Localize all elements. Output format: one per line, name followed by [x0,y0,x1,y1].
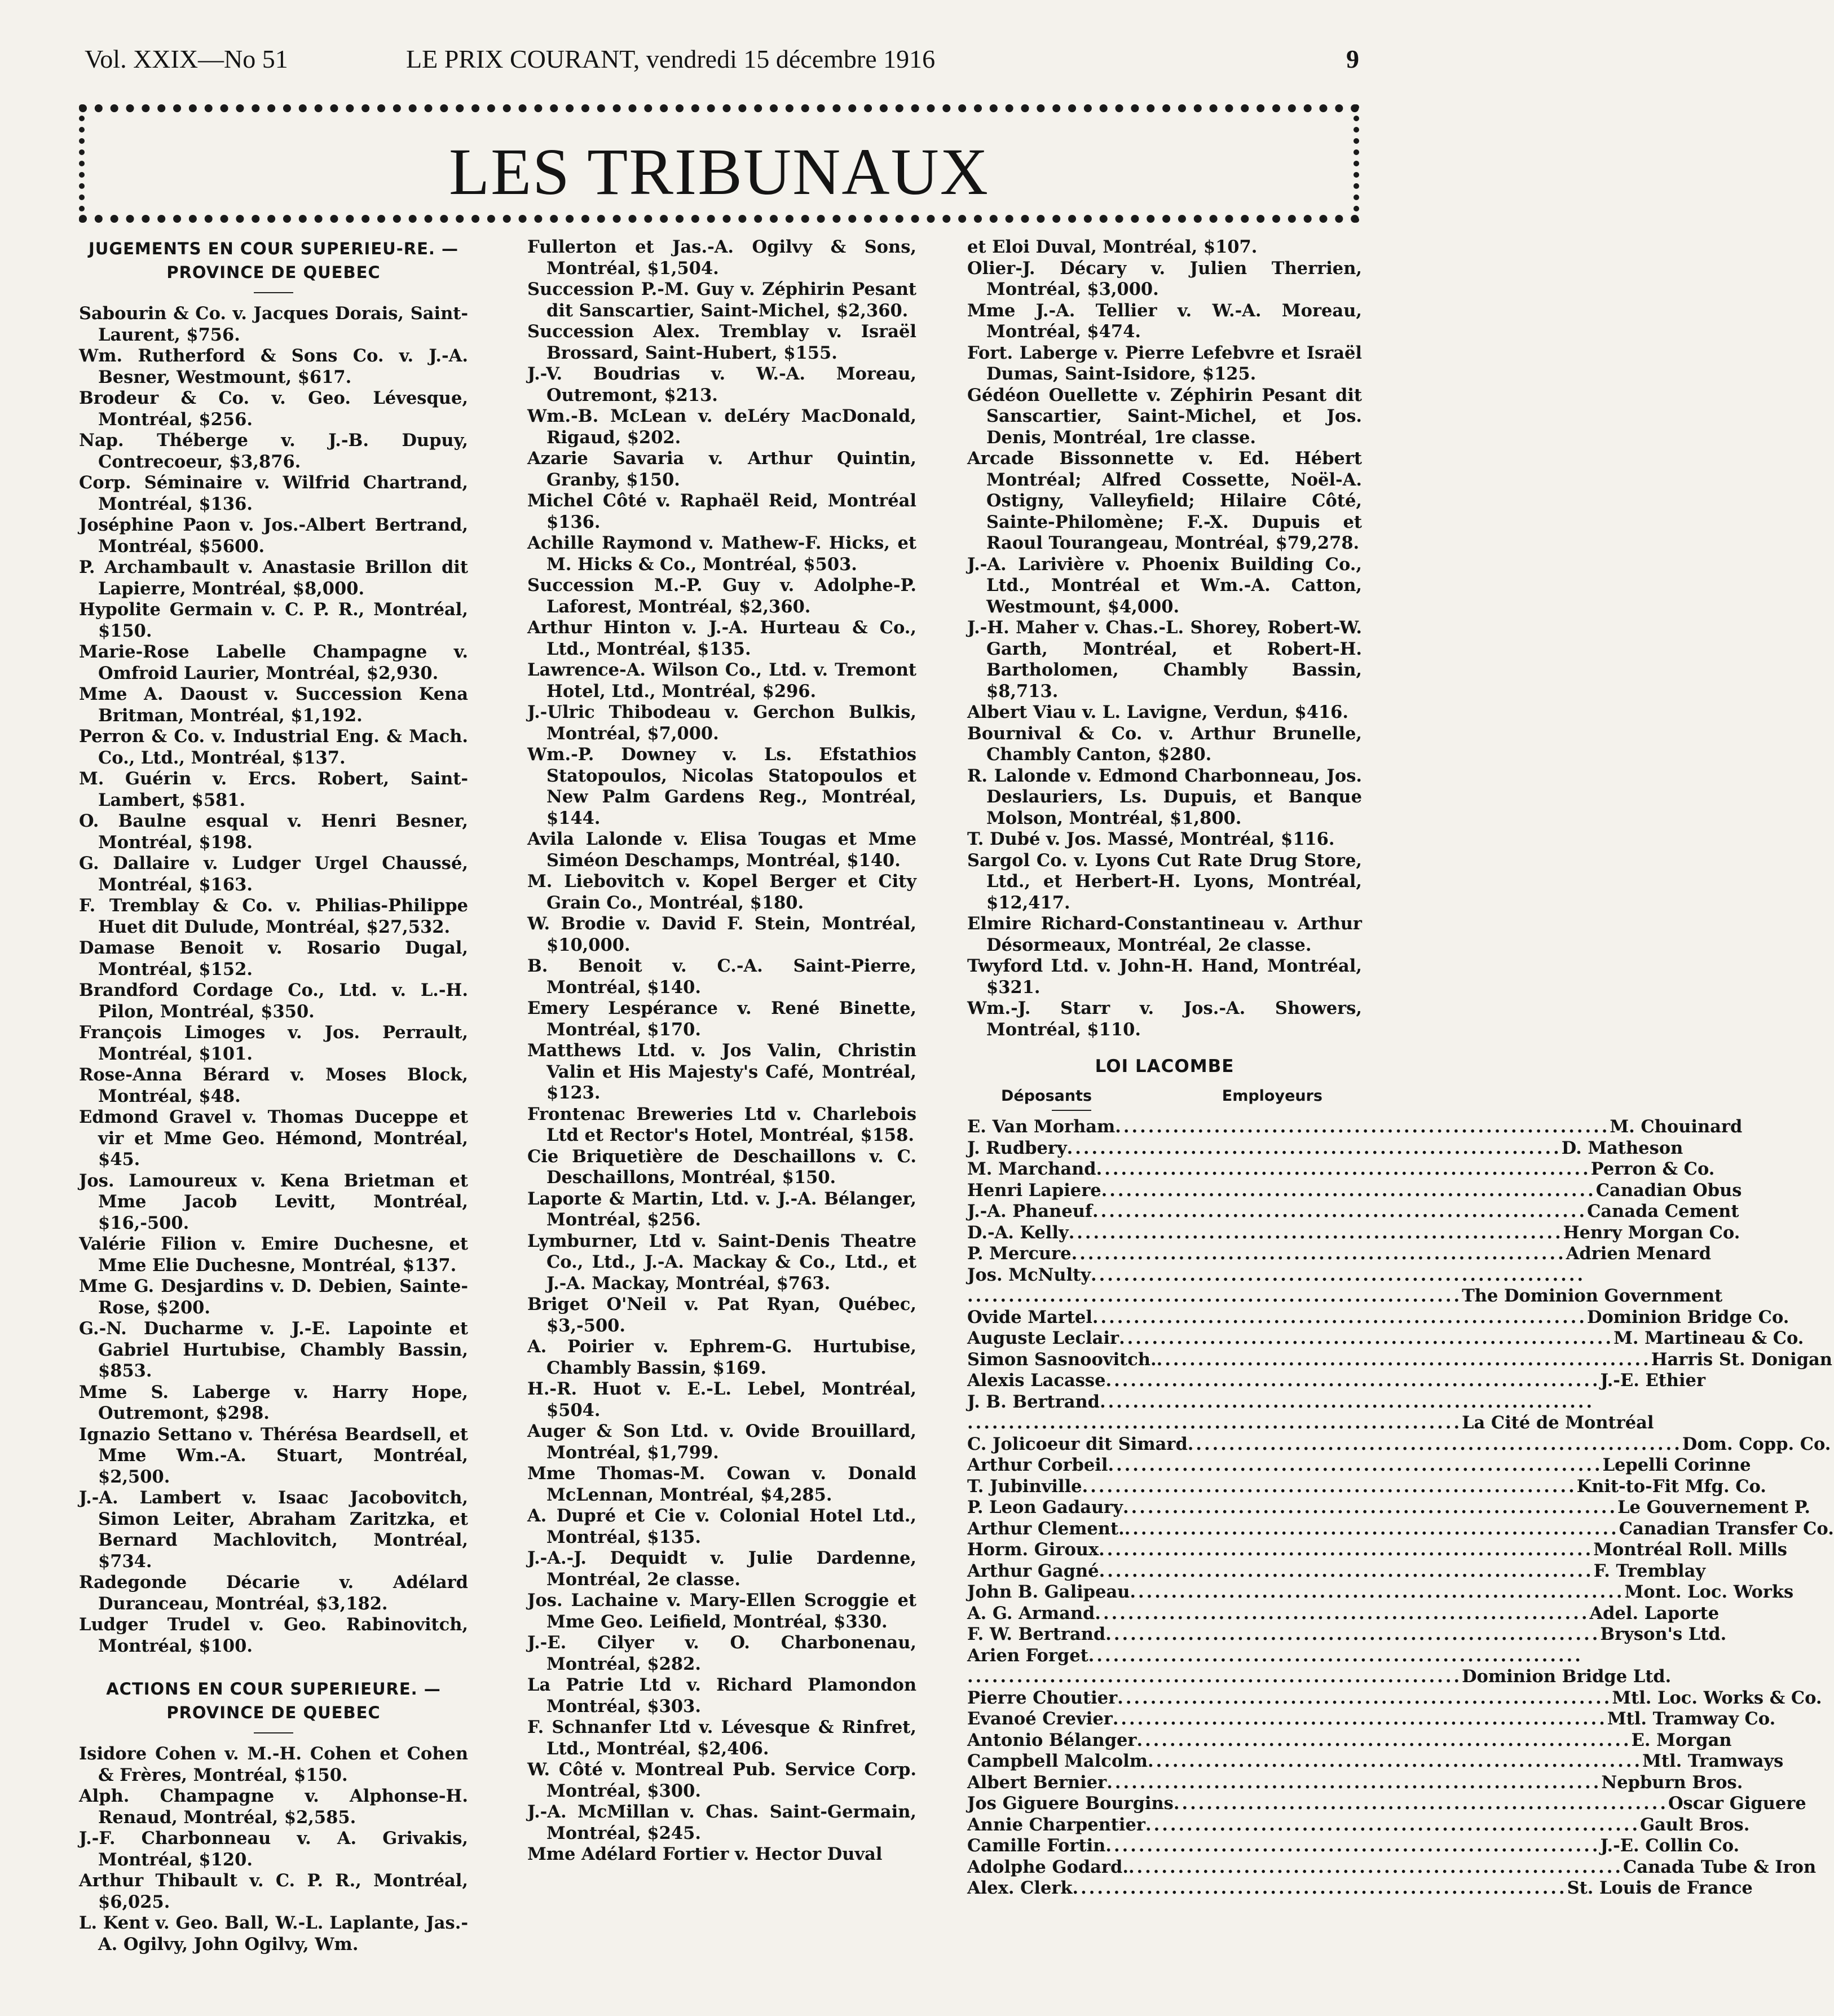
loi-lacombe-row [967,1560,1706,1582]
dot-leader: ............................................................ [1101,1180,1596,1201]
deposant-name: Henri Lapiere [967,1180,1101,1201]
employeur-name: Harris St. Donigan [1651,1349,1832,1370]
loi-lacombe-row [967,1222,1740,1244]
employeur-name: Nepburn Bros. [1601,1772,1743,1793]
dot-leader: ............................................................ [1105,1370,1601,1391]
dot-leader: ............................................................ [1187,1433,1682,1454]
running-head [85,33,1359,83]
court-entry: Emery Lespérance v. René Binette, Montréal, $170. [527,998,916,1040]
loi-lacombe-row [967,1539,1787,1561]
court-entry: Lymburner, Ltd v. Saint-Denis Theatre Co., Ltd., J.-A. Mackay & Co., Ltd., et J.-A. Mackay, Montréal, $763. [527,1230,916,1294]
court-entry: Succession Alex. Tremblay v. Israël Brossard, Saint-Hubert, $155. [527,321,916,363]
dot-leader: ............................................................ [1112,1709,1607,1729]
court-entry: Brodeur & Co. v. Geo. Lévesque, Montréal, $256. [79,388,468,430]
dot-leader: ............................................................ [1066,1137,1562,1158]
dot-leader: ............................................................ [1092,1201,1588,1221]
deposant-name: Simon Sasnoovitch. [967,1349,1157,1370]
court-entry: J.-A. Larivière v. Phoenix Building Co., Ltd., Montréal et Wm.-A. Catton, Westmount, $4,000. [967,554,1362,617]
loi-lacombe-row [967,1730,1732,1752]
loi-lacombe-row [967,1349,1832,1371]
actions-list [79,1744,468,1955]
employeur-name: Perron & Co. [1590,1159,1715,1179]
loi-lacombe-row [967,1582,1794,1603]
court-entry: Bournival & Co. v. Arthur Brunelle, Chambly Canton, $280. [967,723,1362,765]
dot-leader: ............................................................ [1071,1243,1566,1264]
deposant-name: T. Jubinville [967,1476,1082,1497]
deposant-name: Evanoé Crevier [967,1709,1113,1729]
deposant-name: D.-A. Kelly [967,1222,1069,1243]
loi-lacombe-row [967,1137,1683,1159]
court-entry: F. Tremblay & Co. v. Philias-Philippe Huet dit Dulude, Montréal, $27,532. [79,895,468,937]
loi-lacombe-row [967,1201,1739,1223]
dot-leader: ............................................................ [1145,1814,1641,1835]
court-entry: Fort. Laberge v. Pierre Lefebvre et Israël Dumas, Saint-Isidore, $125. [967,342,1362,384]
deposant-name: Arthur Corbeil [967,1455,1108,1475]
dot-leader: ............................................................ [1119,1328,1614,1348]
deposant-name: P. Leon Gadaury [967,1497,1123,1517]
court-entry: Succession M.-P. Guy v. Adolphe-P. Laforest, Montréal, $2,360. [527,575,916,617]
employeur-name: M. Chouinard [1610,1117,1743,1137]
dot-leader: ............................................................ [1105,1836,1601,1856]
loi-lacombe-row [967,1307,1789,1329]
loi-lacombe-row [967,1666,1672,1688]
court-entry: J.-A. Lambert v. Isaac Jacobovitch, Simon Leiter, Abraham Zaritzka, et Bernard Machlovitch, Montréal, $734. [79,1488,468,1572]
court-entry: Gédéon Ouellette v. Zéphirin Pesant dit Sanscartier, Saint-Michel, et Jos. Denis, Montréal, 1re classe. [967,385,1362,448]
loi-lacombe-row [967,1391,1595,1413]
employeur-name: Canada Cement [1587,1201,1739,1221]
loi-lacombe-list [967,1117,1834,1899]
loi-lacombe-row [967,1709,1776,1730]
court-entry: Elmire Richard-Constantineau v. Arthur Désormeaux, Montréal, 2e classe. [967,914,1362,955]
deposant-name: Jos. McNulty [967,1264,1091,1285]
actions-list-continued [967,237,1362,1040]
court-entry: Radegonde Décarie v. Adélard Duranceau, Montréal, $3,182. [79,1572,468,1614]
deposant-name: Horm. Giroux [967,1539,1099,1560]
column-3 [967,237,1834,1899]
court-entry: Ludger Trudel v. Geo. Rabinovitch, Montréal, $100. [79,1614,468,1656]
column-header-employeurs: Employeurs [1222,1087,1322,1105]
dot-leader: ............................................................ [967,1666,1462,1687]
court-entry: Wm.-P. Downey v. Ls. Efstathios Statopoulos, Nicolas Statopoulos et New Palm Gardens Reg., Montréal, $144. [527,744,916,828]
employeur-name: Mtl. Tramways [1642,1751,1784,1771]
loi-lacombe-column-headers [967,1086,1362,1107]
court-entry: P. Archambault v. Anastasie Brillon dit Lapierre, Montréal, $8,000. [79,557,468,599]
court-entry: M. Guérin v. Ercs. Robert, Saint-Lambert, $581. [79,769,468,810]
court-entry: Ignazio Settano v. Thérésa Beardsell, et Mme Wm.-A. Stuart, Montréal, $2,500. [79,1424,468,1487]
dot-leader: ............................................................ [1136,1730,1632,1750]
court-entry: Jos. Lamoureux v. Kena Brietman et Mme Jacob Levitt, Montréal, $16,-500. [79,1170,468,1233]
court-entry: Frontenac Breweries Ltd v. Charlebois Ltd et Rector's Hotel, Montréal, $158. [527,1104,916,1145]
employeur-name: Knit-to-Fit Mfg. Co. [1576,1476,1766,1497]
loi-lacombe-row [967,1751,1784,1772]
dot-leader: ............................................................ [1122,1497,1618,1517]
court-entry: Briget O'Neil v. Pat Ryan, Québec, $3,-500. [527,1294,916,1336]
court-entry: Wm.-B. McLean v. deLéry MacDonald, Rigaud, $202. [527,406,916,448]
court-entry: Mme A. Daoust v. Succession Kena Britman, Montréal, $1,192. [79,684,468,726]
court-entry: Lawrence-A. Wilson Co., Ltd. v. Tremont Hotel, Ltd., Montréal, $296. [527,660,916,702]
court-entry: M. Liebovitch v. Kopel Berger et City Grain Co., Montréal, $180. [527,871,916,913]
deposant-name: Alex. Clerk [967,1878,1073,1898]
employeur-name: Montréal Roll. Mills [1593,1539,1787,1560]
deposant-name: Albert Bernier [967,1772,1107,1793]
court-entry: Mme J.-A. Tellier v. W.-A. Moreau, Montréal, $474. [967,300,1362,342]
deposant-name: J. Rudbery [967,1137,1067,1158]
dot-leader: ............................................................ [1117,1687,1612,1708]
column-1 [79,237,468,1955]
court-entry: La Patrie Ltd v. Richard Plamondon Montréal, $303. [527,1675,916,1717]
employeur-name: Adrien Menard [1566,1243,1712,1264]
court-entry: Mme Adélard Fortier v. Hector Duval [527,1844,883,1864]
court-entry: J.-A. McMillan v. Chas. Saint-Germain, Montréal, $245. [527,1802,916,1843]
divider [254,1732,293,1733]
deposant-name: Jos Giguere Bourgins [967,1793,1174,1814]
loi-lacombe-row [967,1878,1753,1899]
court-entry: H.-R. Huot v. E.-L. Lebel, Montréal, $504. [527,1379,916,1421]
court-entry: Joséphine Paon v. Jos.-Albert Bertrand, Montréal, $5600. [79,515,468,557]
court-entry: Wm. Rutherford & Sons Co. v. J.-A. Besner, Westmount, $617. [79,346,468,387]
deposant-name: P. Mercure [967,1243,1072,1264]
employeur-name: Dominion Bridge Ltd. [1462,1666,1672,1687]
employeur-name: Canada Tube & Iron [1623,1856,1817,1877]
employeur-name: E. Morgan [1631,1730,1732,1750]
deposant-name: Antonio Bélanger [967,1730,1137,1750]
employeur-name: Bryson's Ltd. [1600,1624,1727,1644]
loi-lacombe-row [967,1603,1720,1625]
court-entry: Matthews Ltd. v. Jos Valin, Christin Valin et His Majesty's Café, Montréal, $123. [527,1040,916,1103]
court-entry: J.-Ulric Thibodeau v. Gerchon Bulkis, Montréal, $7,000. [527,702,916,744]
deposant-name: Annie Charpentier [967,1814,1145,1835]
court-entry: O. Baulne esqual v. Henri Besner, Montréal, $198. [79,811,468,853]
court-entry: A. Poirier v. Ephrem-G. Hurtubise, Chambly Bassin, $169. [527,1336,916,1378]
court-entry: Hypolite Germain v. C. P. R., Montréal, $150. [79,599,468,641]
jugements-list [79,303,468,1657]
employeur-name: St. Louis de France [1567,1878,1753,1898]
court-entry: Albert Viau v. L. Lavigne, Verdun, $416. [967,702,1349,722]
dot-leader: ............................................................ [1128,1856,1624,1877]
dot-leader: ............................................................ [1100,1391,1595,1412]
court-entry: Mme Thomas-M. Cowan v. Donald McLennan, Montréal, $4,285. [527,1463,916,1505]
deposant-name: Arien Forget [967,1645,1088,1666]
court-entry: G. Dallaire v. Ludger Urgel Chaussé, Montréal, $163. [79,853,468,895]
loi-lacombe-row [967,1455,1751,1476]
court-entry: Rose-Anna Bérard v. Moses Block, Montréal, $48. [79,1065,468,1106]
court-entry: W. Brodie v. David F. Stein, Montréal, $10,000. [527,914,916,955]
actions-list-continued [527,237,916,1865]
court-entry: Valérie Filion v. Emire Duchesne, et Mme Elie Duchesne, Montréal, $137. [79,1234,468,1276]
dot-leader: ............................................................ [1082,1476,1577,1497]
dot-leader: ............................................................ [1088,1645,1583,1666]
deposant-name: Adolphe Godard. [967,1856,1128,1877]
loi-lacombe-row [967,1856,1817,1878]
dot-leader: ............................................................ [1115,1117,1610,1137]
deposant-name: J.-A. Phaneuf [967,1201,1092,1221]
employeur-name: D. Matheson [1561,1137,1683,1158]
court-entry: Damase Benoit v. Rosario Dugal, Montréal, $152. [79,938,468,980]
dot-leader: ............................................................ [1108,1455,1603,1475]
dot-leader: ............................................................ [1099,1560,1594,1581]
section-banner [79,104,1359,223]
employeur-name: F. Tremblay [1593,1560,1706,1581]
court-entry: B. Benoit v. C.-A. Saint-Pierre, Montréal, $140. [527,956,916,998]
employeur-name: The Dominion Government [1462,1286,1723,1306]
court-entry: J.-E. Cilyer v. O. Charbonenau, Montréal, $282. [527,1633,916,1674]
court-entry: J.-H. Maher v. Chas.-L. Shorey, Robert-W. Garth, Montréal, et Robert-H. Bartholomen, Chambly Bassin, $8,713. [967,617,1362,702]
employeur-name: Dom. Copp. Co. [1682,1433,1831,1454]
employeur-name: Mtl. Tramway Co. [1607,1709,1776,1729]
court-entry: Alph. Champagne v. Alphonse-H. Renaud, Montréal, $2,585. [79,1786,468,1828]
deposant-name: E. Van Morham [967,1117,1116,1137]
deposant-name: M. Marchand [967,1159,1096,1179]
court-entry: Michel Côté v. Raphaël Reid, Montréal $136. [527,491,916,532]
dot-leader: ............................................................ [1090,1264,1586,1285]
deposant-name: A. G. Armand [967,1603,1095,1624]
dot-leader: ............................................................ [1099,1539,1594,1560]
loi-lacombe-row [967,1518,1834,1540]
employeur-name: Henry Morgan Co. [1563,1222,1740,1243]
divider [1052,1110,1091,1111]
section-heading-loi-lacombe: LOI LACOMBE [1095,1056,1235,1077]
loi-lacombe-row [967,1814,1750,1836]
deposant-name: Ovide Martel [967,1307,1092,1327]
court-entry: Sabourin & Co. v. Jacques Dorais, Saint-Laurent, $756. [79,303,468,345]
employeur-name: Canadian Obus [1595,1180,1742,1201]
dot-leader: ............................................................ [1148,1751,1643,1771]
court-entry: Avila Lalonde v. Elisa Tougas et Mme Siméon Deschamps, Montréal, $140. [527,829,916,871]
deposant-name: Pierre Choutier [967,1687,1118,1708]
deposant-name: Camille Fortin [967,1836,1106,1856]
court-entry: L. Kent v. Geo. Ball, W.-L. Laplante, Jas.-A. Ogilvy, John Ogilvy, Wm. [79,1913,468,1955]
court-entry: Laporte & Martin, Ltd. v. J.-A. Bélanger, Montréal, $256. [527,1188,916,1230]
loi-lacombe-row [967,1476,1766,1498]
court-entry: Nap. Théberge v. J.-B. Dupuy, Contrecoeur, $3,876. [79,430,468,472]
employeur-name: Lepelli Corinne [1602,1455,1751,1475]
dot-leader: ............................................................ [1156,1349,1651,1370]
court-entry: Wm.-J. Starr v. Jos.-A. Showers, Montréal, $110. [967,998,1362,1040]
deposant-name: Arthur Gagné [967,1560,1099,1581]
court-entry: Auger & Son Ltd. v. Ovide Brouillard, Montréal, $1,799. [527,1421,916,1463]
deposant-name: F. W. Bertrand [967,1624,1106,1644]
loi-lacombe-row [967,1433,1831,1455]
court-entry: Arthur Hinton v. J.-A. Hurteau & Co., Ltd., Montréal, $135. [527,617,916,659]
court-entry: Mme G. Desjardins v. D. Debien, Sainte-Rose, $200. [79,1276,468,1318]
dot-leader: ............................................................ [1068,1222,1563,1243]
dot-leader: ............................................................ [967,1413,1462,1433]
dot-leader: ............................................................ [1096,1159,1591,1179]
loi-lacombe-row [967,1413,1654,1434]
employeur-name: Adel. Laporte [1589,1603,1720,1624]
volume-number: Vol. XXIX—No 51 [85,45,288,73]
deposant-name: Arthur Clement. [967,1518,1125,1539]
court-entry: A. Dupré et Cie v. Colonial Hotel Ltd., Montréal, $135. [527,1506,916,1547]
court-entry: Sargol Co. v. Lyons Cut Rate Drug Store, Ltd., et Herbert-H. Lyons, Montréal, $12,417. [967,850,1362,913]
dot-leader: ............................................................ [967,1286,1462,1306]
court-entry: Succession P.-M. Guy v. Zéphirin Pesant dit Sanscartier, Saint-Michel, $2,360. [527,279,916,321]
court-entry: Isidore Cohen v. M.-H. Cohen et Cohen & Frères, Montréal, $150. [79,1744,468,1785]
loi-lacombe-row [967,1793,1806,1815]
publication-date-line: LE PRIX COURANT, vendredi 15 décembre 1916 [406,45,936,73]
court-entry: et Eloi Duval, Montréal, $107. [967,237,1258,257]
column-2 [527,237,916,1865]
court-entry: Cie Briquetière de Deschaillons v. C. Deschaillons, Montréal, $150. [527,1146,916,1188]
dot-leader: ............................................................ [1106,1772,1602,1793]
page-number: 9 [1346,45,1359,73]
employeur-name: Dominion Bridge Co. [1587,1307,1789,1327]
loi-lacombe-row [967,1370,1706,1392]
loi-lacombe-row [967,1159,1715,1180]
employeur-name: Mont. Loc. Works [1624,1582,1794,1602]
court-entry: G.-N. Ducharme v. J.-E. Lapointe et Gabriel Hurtubise, Chambly Bassin, $853. [79,1318,468,1381]
court-entry: Fullerton et Jas.-A. Ogilvy & Sons, Montréal, $1,504. [527,237,916,279]
page-title: LES TRIBUNAUX [448,135,989,209]
dot-leader: ............................................................ [1124,1518,1619,1539]
court-entry: Twyford Ltd. v. John-H. Hand, Montréal, $321. [967,956,1362,998]
loi-lacombe-row [967,1328,1804,1349]
court-entry: Brandford Cordage Co., Ltd. v. L.-H. Pilon, Montréal, $350. [79,980,468,1022]
court-entry: Mme S. Laberge v. Harry Hope, Outremont, $298. [79,1382,468,1423]
divider [254,292,293,293]
employeur-name: Canadian Transfer Co. [1619,1518,1834,1539]
loi-lacombe-row [967,1624,1727,1646]
court-entry: Corp. Séminaire v. Wilfrid Chartrand, Montréal, $136. [79,473,468,514]
court-entry: T. Dubé v. Jos. Massé, Montréal, $116. [967,829,1335,849]
deposant-name: John B. Galipeau [967,1582,1130,1602]
court-entry: R. Lalonde v. Edmond Charbonneau, Jos. Deslauriers, Ls. Dupuis, et Banque Molson, Montréal, $1,800. [967,765,1362,828]
employeur-name: Oscar Giguere [1668,1793,1806,1814]
employeur-name: Le Gouvernement P. [1617,1497,1810,1517]
loi-lacombe-row [967,1687,1822,1709]
loi-lacombe-row [967,1772,1743,1794]
loi-lacombe-row [967,1117,1743,1138]
employeur-name: M. Martineau & Co. [1613,1328,1804,1348]
loi-lacombe-row [967,1286,1723,1307]
dot-leader: ............................................................ [1072,1878,1567,1898]
court-entry: W. Côté v. Montreal Pub. Service Corp. Montréal, $300. [527,1759,916,1801]
deposant-name: J. B. Bertrand [967,1391,1100,1412]
deposant-name: Campbell Malcolm [967,1751,1148,1771]
court-entry: Perron & Co. v. Industrial Eng. & Mach. Co., Ltd., Montréal, $137. [79,726,468,768]
deposant-name: Auguste Leclair [967,1328,1119,1348]
employeur-name: Mtl. Loc. Works & Co. [1612,1687,1822,1708]
loi-lacombe-row [967,1180,1742,1202]
employeur-name: La Cité de Montréal [1462,1413,1654,1433]
court-entry: J.-F. Charbonneau v. A. Grivakis, Montréal, $120. [79,1828,468,1870]
dot-leader: ............................................................ [1105,1624,1601,1644]
loi-lacombe-row [967,1264,1586,1286]
court-entry: Jos. Lachaine v. Mary-Ellen Scroggie et Mme Geo. Leifield, Montréal, $330. [527,1590,916,1632]
court-entry: J.-V. Boudrias v. W.-A. Moreau, Outremont, $213. [527,364,916,405]
dot-leader: ............................................................ [1130,1582,1625,1602]
employeur-name: Gault Bros. [1640,1814,1750,1835]
court-entry: Azarie Savaria v. Arthur Quintin, Granby, $150. [527,448,916,490]
column-header-deposants: Déposants [1001,1087,1092,1105]
section-heading-actions: ACTIONS EN COUR SUPERIEURE. — PROVINCE DE QUEBEC [106,1679,441,1722]
loi-lacombe-row [967,1836,1740,1857]
court-entry: Arthur Thibault v. C. P. R., Montréal, $6,025. [79,1871,468,1912]
loi-lacombe-row [967,1497,1810,1519]
dot-leader: ............................................................ [1095,1603,1590,1624]
loi-lacombe-row [967,1645,1583,1667]
court-entry: Marie-Rose Labelle Champagne v. Omfroid Laurier, Montréal, $2,930. [79,642,468,683]
court-entry: Olier-J. Décary v. Julien Therrien, Montréal, $3,000. [967,258,1362,299]
deposant-name: Alexis Lacasse [967,1370,1106,1391]
deposant-name: C. Jolicoeur dit Simard [967,1433,1188,1454]
employeur-name: J.-E. Collin Co. [1600,1836,1740,1856]
court-entry: Achille Raymond v. Mathew-F. Hicks, et M. Hicks & Co., Montréal, $503. [527,533,916,575]
employeur-name: J.-E. Ethier [1600,1370,1706,1391]
court-entry: François Limoges v. Jos. Perrault, Montréal, $101. [79,1022,468,1064]
dot-leader: ............................................................ [1092,1307,1588,1327]
court-entry: J.-A.-J. Dequidt v. Julie Dardenne, Montréal, 2e classe. [527,1548,916,1590]
court-entry: Arcade Bissonnette v. Ed. Hébert Montréal; Alfred Cossette, Noël-A. Ostigny, Valleyfield; Hilaire Côté, Sainte-Philomène; F.-X. Dupuis et Raoul Tourangeau, Montréal, $79,278. [967,448,1362,553]
court-entry: F. Schnanfer Ltd v. Lévesque & Rinfret, Ltd., Montréal, $2,406. [527,1717,916,1759]
section-heading-jugements: JUGEMENTS EN COUR SUPERIEU-RE. — PROVINCE DE QUEBEC [88,239,458,282]
loi-lacombe-row [967,1243,1712,1265]
court-entry: Edmond Gravel v. Thomas Duceppe et vir et Mme Geo. Hémond, Montréal, $45. [79,1107,468,1170]
dot-leader: ............................................................ [1173,1793,1668,1814]
